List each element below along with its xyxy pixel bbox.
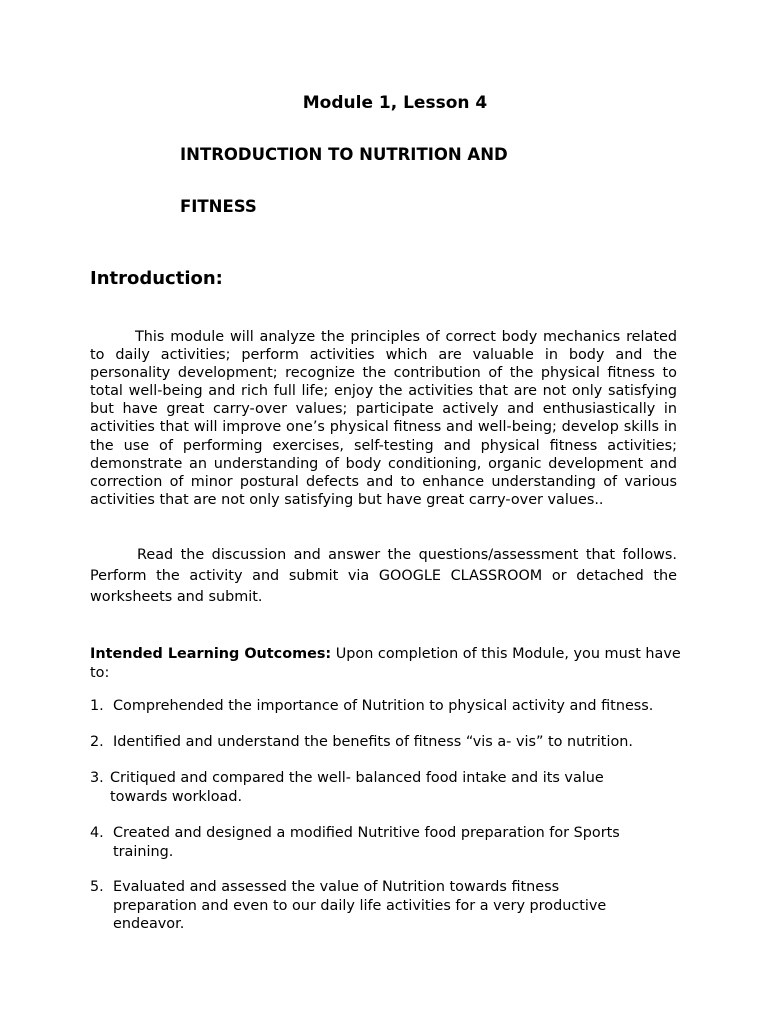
outcome-text: Evaluated and assessed the value of Nutrition towards fitness preparation and even to our daily life activities for a very productive endeavor.	[113, 879, 607, 932]
introduction-paragraph-1: This module will analyze the principles of correct body mechanics related to daily activities; perform activities which are valuable in body and the personality development; recognize the contribution of the physical fitness to total well-being and rich full life; enjoy the activities that are not only satisfying but have great carry-over values; participate actively and enthusiastically in activities that will improve one’s physical fitness and well-being; develop skills in the use of performing exercises, self-testing and physical fitness activities; demonstrate an understanding of body conditioning, organic development and correction of minor postural defects and to enhance understanding of various activities that are not only satisfying but have great carry-over values..	[90, 329, 677, 508]
outcome-item-1	[90, 697, 690, 716]
outcome-item-5	[90, 878, 690, 934]
learning-outcomes-intro-text: Upon completion of this Module, you must have to:	[90, 646, 681, 681]
outcome-number: 2.	[90, 734, 104, 750]
outcome-number: 1.	[90, 698, 104, 714]
outcome-number: 5.	[90, 879, 104, 895]
document-title-line-1: INTRODUCTION TO NUTRITION AND	[180, 145, 508, 164]
outcome-text: Identified and understand the benefits of fitness “vis a- vis” to nutrition.	[113, 734, 633, 750]
outcome-number: 4.	[90, 825, 104, 841]
outcome-text: Created and designed a modified Nutritive food preparation for Sports training.	[113, 825, 620, 860]
learning-outcomes-intro	[90, 645, 690, 682]
outcome-text: Comprehended the importance of Nutrition to physical activity and fitness.	[113, 698, 654, 714]
introduction-heading: Introduction:	[90, 268, 223, 289]
outcome-item-3	[90, 769, 690, 806]
outcome-number: 3.	[90, 770, 104, 786]
document-title-line-2: FITNESS	[180, 197, 257, 216]
introduction-paragraph-2: Read the discussion and answer the questions/assessment that follows. Perform the activity and submit via GOOGLE CLASSROOM or detached the worksheets and submit.	[90, 547, 677, 605]
outcome-item-4	[90, 824, 690, 861]
learning-outcomes-label: Intended Learning Outcomes:	[90, 646, 332, 662]
outcome-item-2	[90, 733, 690, 752]
outcome-text: Critiqued and compared the well- balanced food intake and its value towards workload.	[110, 770, 604, 805]
module-lesson-label: Module 1, Lesson 4	[302, 93, 488, 113]
